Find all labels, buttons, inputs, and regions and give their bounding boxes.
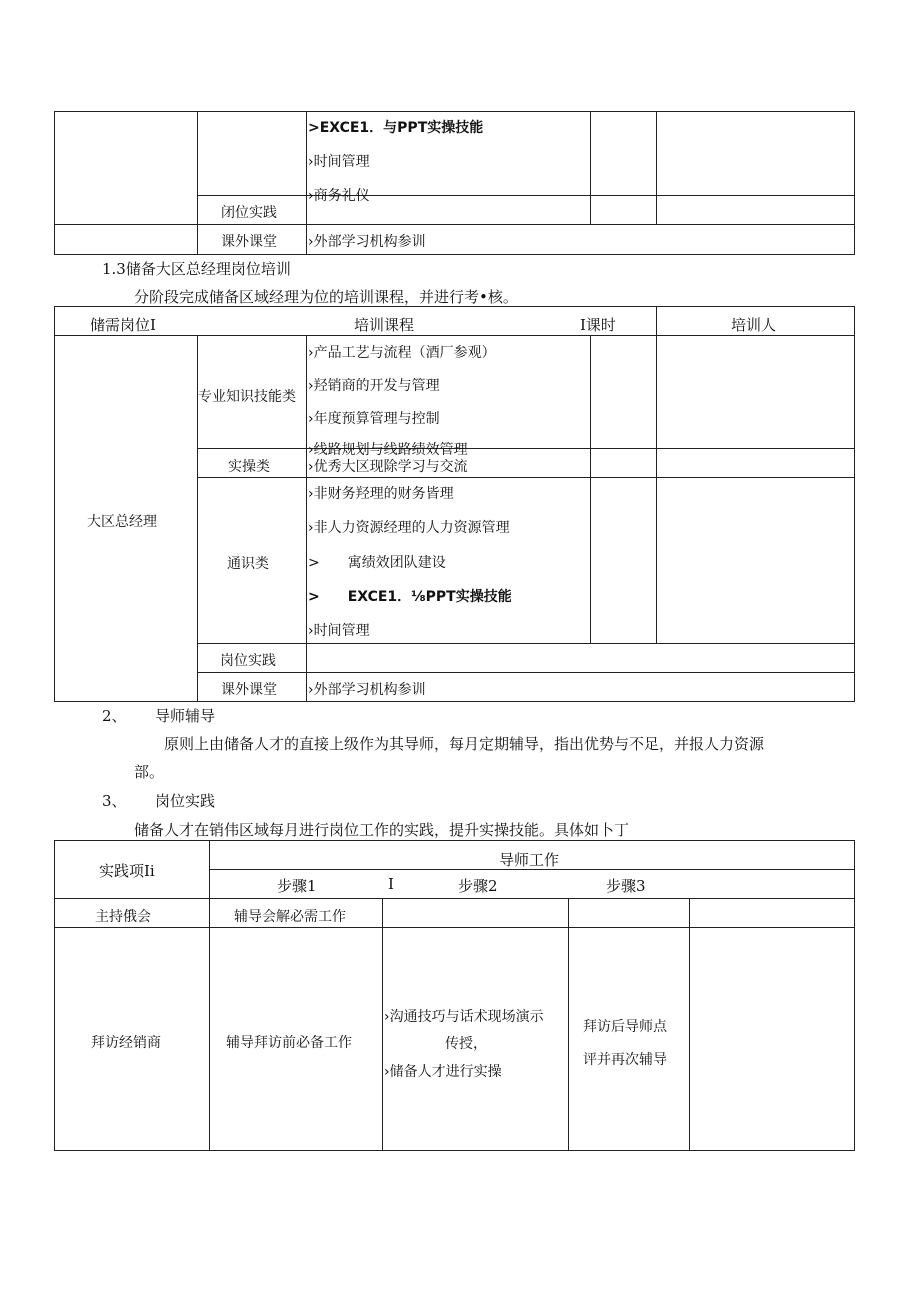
header-separator: I	[388, 875, 394, 893]
table-bottom-rule	[568, 898, 569, 1150]
table-top-border	[54, 254, 855, 255]
category-label: 课外课堂	[221, 234, 277, 250]
table-middle-rule	[306, 335, 307, 701]
course-line: ›羟销商的开发与管理	[308, 378, 440, 394]
category-label: 闭位实践	[221, 205, 277, 221]
category-label: 实操类	[228, 459, 270, 475]
table-middle-rule	[197, 643, 855, 644]
course-line: ›外部学习机构参训	[308, 234, 426, 250]
course-line: > 寓绩效团队建设	[308, 555, 446, 571]
step1-cell: 辅导拜访前必备工作	[226, 1035, 352, 1051]
table-middle-border	[854, 306, 855, 701]
step2-line: 传授，	[445, 1036, 487, 1052]
course-line: ›线路规划与线路绩效管理	[308, 442, 468, 458]
header-step-1: 步骤1	[277, 877, 317, 895]
category-label: 通识类	[227, 556, 269, 572]
section-intro: 分阶段完成储备区域经理为位的培训课程，并进行考•核。	[134, 288, 518, 306]
practice-item: 拜访经销商	[91, 1035, 161, 1051]
table-middle-rule	[197, 672, 855, 673]
section-heading: 1.3储备大区总经理岗位培训	[102, 260, 291, 278]
course-line: ›非人力资源经理的人力资源管理	[308, 520, 510, 536]
position-cell: 大区总经理	[87, 514, 157, 530]
table-top-border	[854, 111, 855, 254]
table-bottom-border	[854, 840, 855, 1150]
step3-line: 评并再次辅导	[583, 1052, 667, 1068]
course-line: > EXCE1．⅛PPT实操技能	[308, 589, 512, 605]
section-paragraph: 部。	[134, 763, 165, 781]
table-top-border	[54, 111, 55, 254]
table-bottom-border	[54, 840, 55, 1150]
course-line: >EXCE1．与PPT实操技能	[308, 120, 484, 136]
step1-cell: 辅导会解必需工作	[234, 909, 346, 925]
section-title: 导师辅导	[155, 707, 216, 725]
table-middle-rule	[656, 306, 657, 643]
step2-line: ›储备人才进行实操	[384, 1064, 502, 1080]
table-top-rule	[197, 111, 198, 254]
course-line: ›商务礼仪	[308, 188, 370, 204]
table-bottom-border	[54, 1150, 855, 1151]
table-top-rule	[656, 111, 657, 224]
header-hours: I课时	[580, 316, 616, 334]
table-middle-rule	[197, 477, 855, 478]
table-top-rule	[197, 195, 855, 196]
course-line: ›产品工艺与流程（酒厂参观）	[308, 345, 496, 361]
category-label: 课外课堂	[221, 682, 277, 698]
table-middle-rule	[590, 335, 591, 643]
table-bottom-rule	[689, 898, 690, 1150]
table-middle-border	[54, 701, 855, 702]
course-line: ›时间管理	[308, 154, 370, 170]
course-cell	[308, 113, 588, 204]
section-title: 岗位实践	[155, 792, 216, 810]
course-line: ›时间管理	[308, 623, 370, 639]
header-mentor-work: 导师工作	[499, 851, 560, 869]
header-position: 储需岗位I	[90, 316, 156, 334]
header-step-2: 步骤2	[458, 877, 498, 895]
course-line: ›优秀大区现除学习与交流	[308, 459, 468, 475]
table-bottom-border	[54, 840, 855, 841]
table-middle-rule	[54, 335, 855, 336]
header-course: 培训课程	[354, 316, 415, 334]
course-line: ›非财务羟理的财务皆理	[308, 486, 454, 502]
header-step-3: 步骤3	[606, 877, 646, 895]
course-line: ›年度预算管理与控制	[308, 411, 440, 427]
table-middle-rule	[197, 448, 855, 449]
table-top-border	[54, 111, 855, 112]
section-number: 2、	[102, 707, 127, 725]
practice-item: 主持俄会	[95, 909, 151, 925]
header-practice-item: 实践项Ii	[99, 862, 155, 880]
course-line: ›外部学习机构参训	[308, 682, 426, 698]
table-top-rule	[306, 111, 307, 254]
table-top-rule	[590, 111, 591, 224]
step2-line: ›沟通技巧与话术现场演示	[384, 1009, 544, 1025]
category-label: 岗位实践	[220, 653, 276, 669]
section-paragraph: 原则上由储备人才的直接上级作为其导师，每月定期辅导，指出优势与不足，并报人力资源	[164, 735, 765, 753]
table-bottom-rule	[209, 840, 210, 1150]
section-intro: 储备人才在销伟区域每月进行岗位工作的实践，提升实操技能。具体如卜丁	[134, 821, 630, 839]
category-label: 专业知识技能类	[198, 389, 296, 405]
table-middle-border	[54, 306, 855, 307]
course-cell	[308, 337, 588, 458]
header-trainer: 培训人	[731, 316, 777, 334]
table-bottom-rule	[54, 927, 855, 928]
section-number: 3、	[102, 792, 127, 810]
table-bottom-rule	[54, 898, 855, 899]
table-middle-border	[54, 306, 55, 701]
table-bottom-rule	[382, 898, 383, 1150]
table-top-rule	[54, 224, 855, 225]
step3-line: 拜访后导师点	[583, 1019, 667, 1035]
